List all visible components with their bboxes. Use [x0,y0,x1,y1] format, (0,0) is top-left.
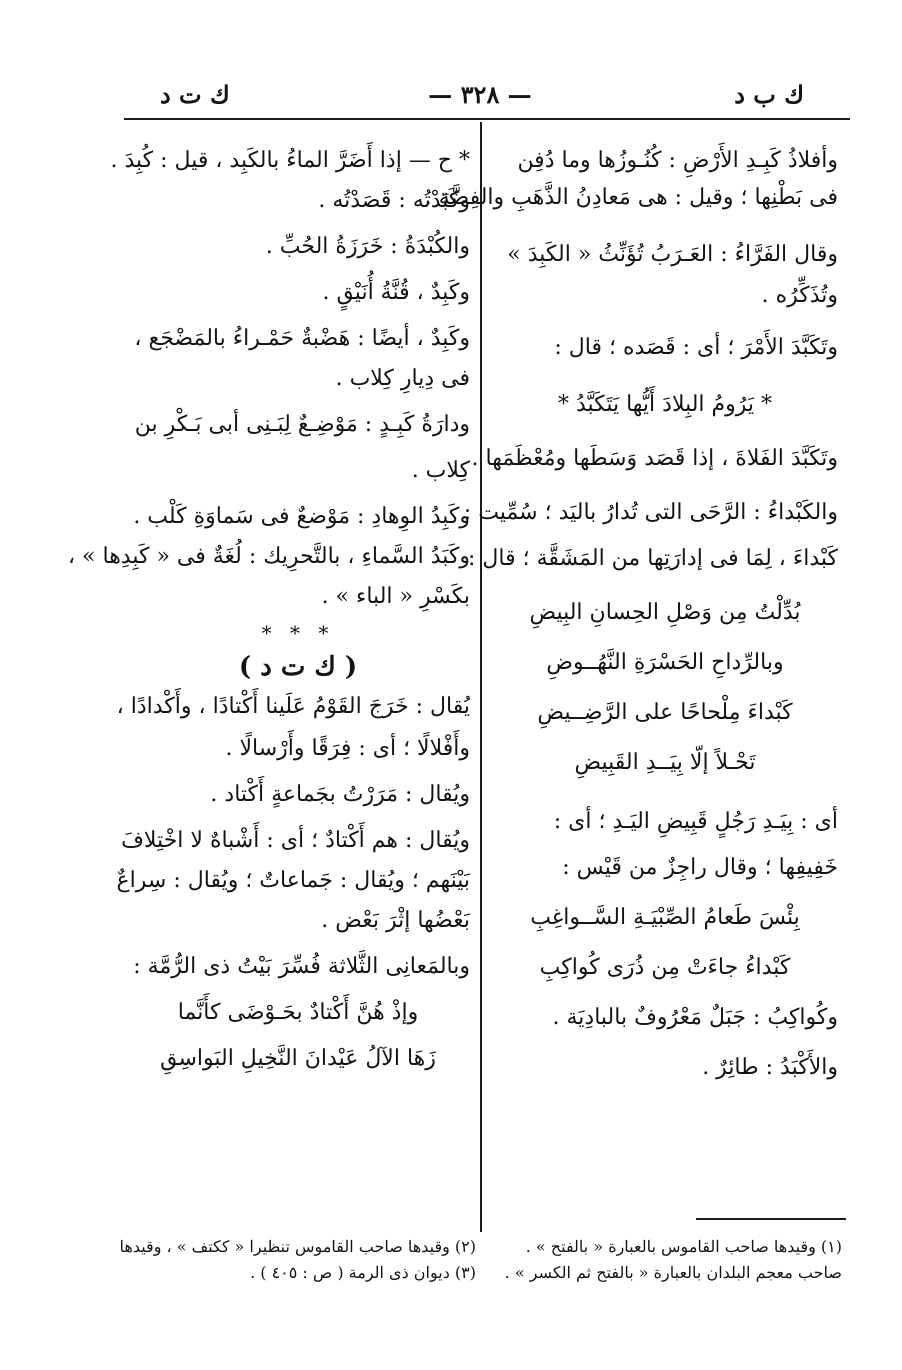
verse-line: كَبْداءَ مِلْحاحًا على الرَّضِــيضِ [537,700,793,725]
footnotes-left [119,1234,476,1286]
verse-line: بُدِّلْتُ مِن وَصْلِ الحِسانِ البِيضِ [529,600,801,625]
verse-line: * يَرُومُ البِلادَ أَيُّها يَتَكَبَّدُ * [557,392,773,417]
text-line: وتَكَبَّدَ الأَمْرَ ؛ أى : قَصَده ؛ قال : [554,335,838,360]
verse-line: وبالرِّداحِ الحَسْرَةِ النَّهُــوضِ [546,650,784,675]
text-line: وأَفْلالًا ؛ أى : فِرَقًا وأَرْسالًا . [225,736,470,761]
footnote-line: (٢) وقيدها صاحب القاموس تنظيرا « ككتف » ، وقيدها [119,1237,476,1256]
text-line: يُقال : خَرَجَ القَوْمُ عَلَينا أَكْتادًا ، وأَكْدادًا ، [116,694,470,719]
column-divider [480,122,482,1232]
text-line: ويُقال : مَرَرْتُ بجَماعةٍ أَكْتاد . [210,782,470,807]
section-separator: * * * [261,621,335,645]
text-line: وكَبِدٌ ، أيضًا : هَضْبةٌ حَمْـراءُ بالمَضْجَع ، [134,326,470,351]
text-line: وتُذَكِّرُه . [761,283,838,308]
text-line: ودارَةُ كَبِـدٍ : مَوْضِـعٌ لِبَـنِى أبى بَـكْرِ بن [134,412,470,437]
text-line: وقال الفَرَّاءُ : العَـرَبُ تُؤَنِّثُ « الكَبِدَ » [507,242,838,267]
verse-line: وإذْ هُنَّ أَكْتادٌ بحَـوْضَى كأَنَّما [177,1000,419,1025]
text-line: وتَكَبَّدَ الفَلاةَ ، إذا قَصَد وَسَطَها ومُعْظَمَها . [471,446,838,471]
text-line: كِلاب . [411,458,470,483]
text-line: وكَبِدٌ ، قُنَّةُ أُنَيْقٍ . [322,280,470,305]
page-number: — ٣٢٨ — [428,80,532,109]
footnote-rule [696,1218,846,1220]
text-line: والكَبْداءُ : الرَّحَى التى تُدارُ باليَد ؛ سُمِّيت : [463,500,838,525]
text-line: فى بَطْنِها ؛ وقيل : هى مَعادِنُ الذَّهَبِ والفِضَّة . [424,185,838,210]
text-line: خَفِيفِها ؛ وقال راجِزٌ من قَيْس : [562,855,838,880]
text-line: بَعْضُها إثْرَ بَعْض . [321,908,470,933]
text-line: وكَبَدْتُه : قَصَدْتُه . [318,188,470,213]
header-root-right: ك ب د [734,80,804,109]
text-line: وكُواكِبُ : جَبَلٌ مَعْرُوفٌ بالبادِيَة . [552,1005,838,1030]
text-line: وبالمَعانِى الثَّلاثة فُسِّرَ بَيْتُ ذى الرُّمَّة : [133,954,470,979]
header-root-left: ك ت د [160,80,230,109]
text-line: وكَبِدُ الوِهادِ : مَوْضعٌ فى سَماوَةِ كَلْب . [133,504,470,529]
footnote-line: (١) وقيدها صاحب القاموس بالعبارة « بالفتح » . [525,1237,842,1256]
text-line: فى دِيارِ كِلاب . [335,366,470,391]
page-header [120,72,850,120]
text-line: والكُبْدَةُ : خَرَزَةُ الحُبِّ . [265,234,470,259]
text-line: أى : بِيَـدِ رَجُلٍ قَبِيضِ اليَـدِ ؛ أى : [553,809,838,834]
text-line: كَبْداءَ ، لِمَا فى إدارَتِها من المَشَقَّة ؛ قال : [468,546,838,571]
verse-line: كَبْداءُ جاءَتْ مِن ذُرَى كُواكِبِ [539,955,791,980]
entry-heading: ( ك ت د ) [238,652,358,682]
verse-line: بِئْسَ طَعامُ الصِّبْيَـةِ السَّــواغِبِ [530,905,800,930]
left-column [67,148,470,1072]
text-line: وأفلاذُ كَبِـدِ الأَرْضِ : كُنُـوزُها وما دُفِن [517,148,838,173]
footnotes-right [490,1234,842,1286]
text-line: بكَسْرِ « الباء » . [321,584,470,609]
verse-line: زَهَا الآلُ عَيْدانَ النَّخِيلِ البَواسِقِ [160,1046,436,1071]
text-line: بَيْنَهم ؛ ويُقال : جَماعاتٌ ؛ ويُقال : سِراعٌ [116,868,470,893]
header-rule [124,118,850,120]
footnote-line: صاحب معجم البلدان بالعبارة « بالفتح ثم الكسر » . [504,1263,842,1282]
text-line: والأَكْبَدُ : طائِرٌ . [702,1055,838,1080]
text-line: * ح — إذا أَضَرَّ الماءُ بالكَبِد ، قيل : كُبِدَ . [110,148,470,173]
text-line: وكَبَدُ السَّماءِ ، بالتَّحرِيك : لُغَةٌ فى « كَبِدِها » ، [67,544,470,569]
text-line: ويُقال : هم أَكْتادٌ ؛ أى : أَشْباهٌ لا اخْتِلافَ [121,828,470,853]
verse-line: تَحْـلاً إلّا بِيَــدِ القَبِيضِ [574,750,756,775]
footnote-line: (٣) ديوان ذى الرمة ( ص : ٤٠٥ ) . [250,1263,476,1282]
